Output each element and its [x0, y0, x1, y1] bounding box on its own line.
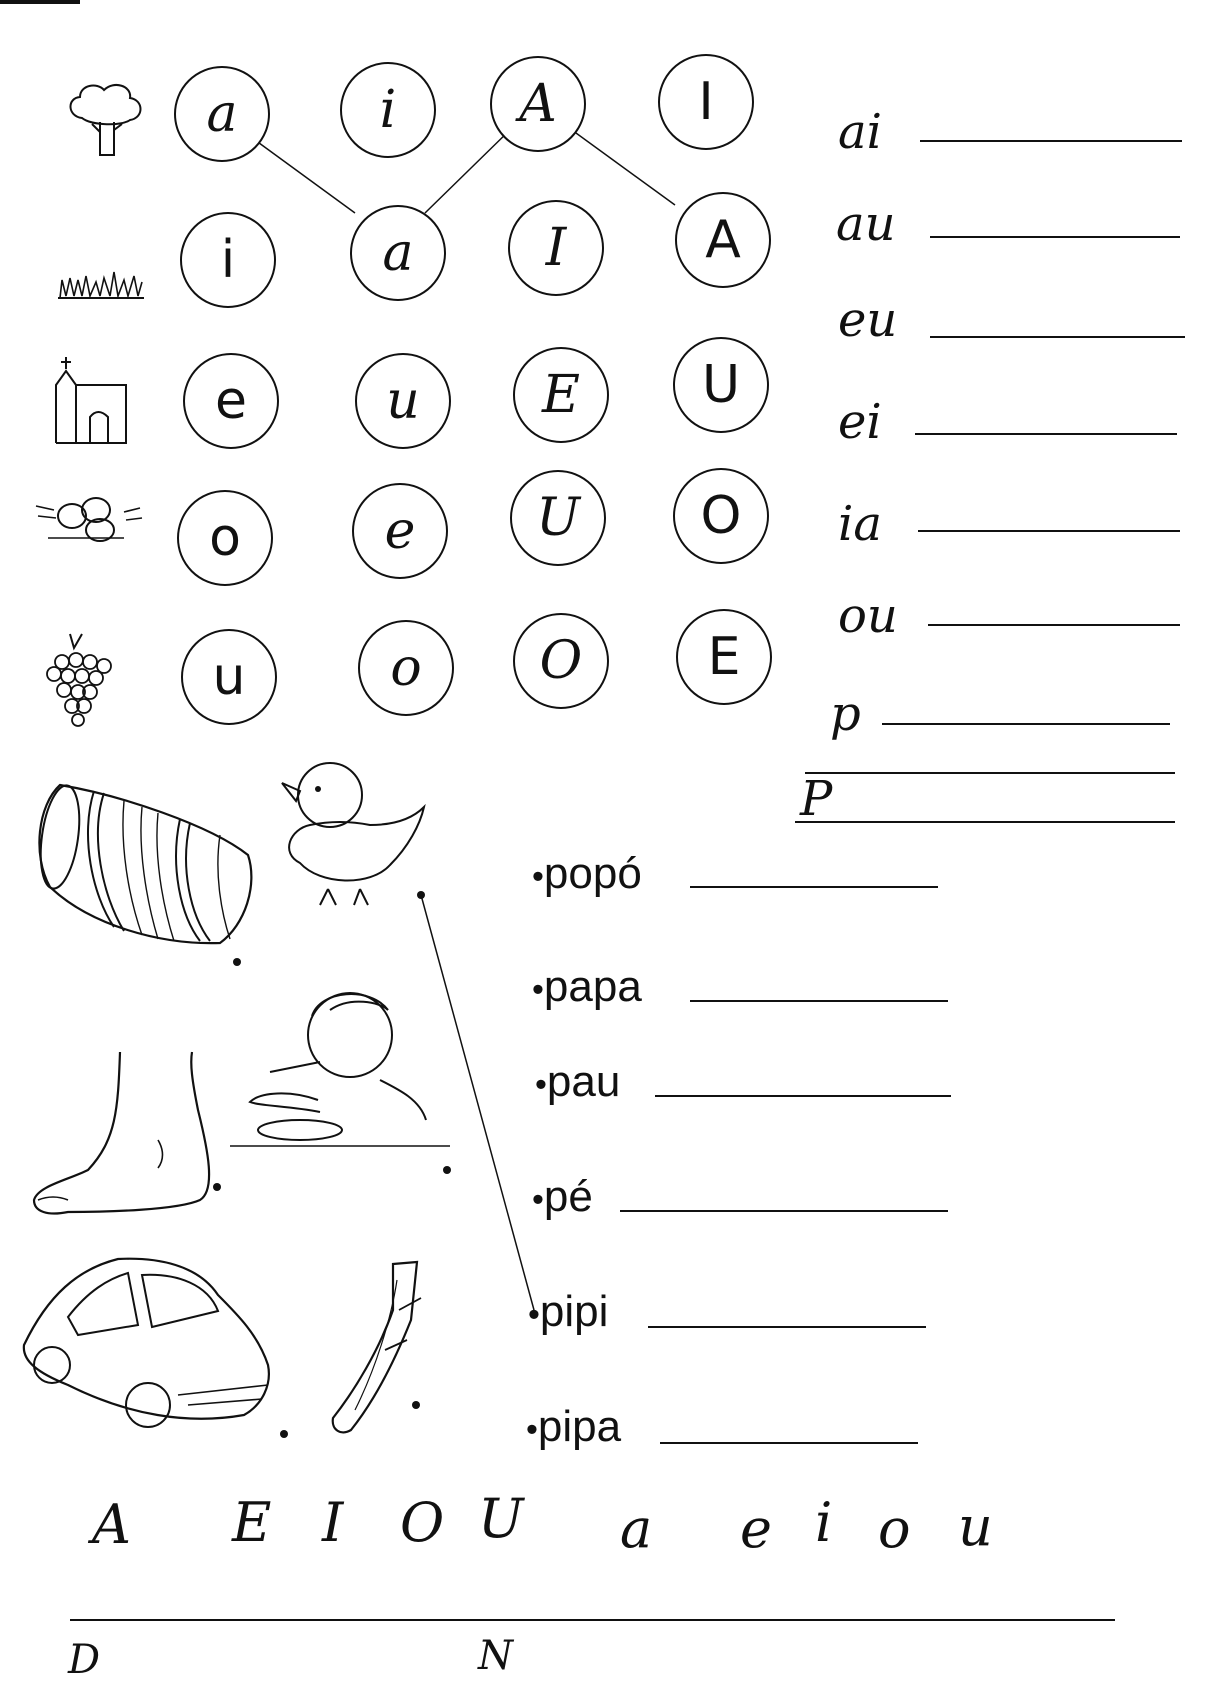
footer-fragment-left: D	[68, 1637, 101, 1683]
tree-icon	[62, 80, 152, 160]
word-item-5	[528, 1287, 609, 1336]
match-dot-stick[interactable]	[412, 1401, 420, 1409]
alphabet-letter-2: E	[232, 1491, 272, 1554]
circle-letter: i	[379, 80, 397, 140]
alphabet-letter-10: u	[958, 1495, 993, 1558]
alphabet-letter-3: I	[322, 1491, 344, 1554]
word-label: pau	[546, 1057, 621, 1106]
word-label: papa	[543, 962, 642, 1011]
word-bullet: •	[532, 970, 544, 1009]
circle-letter: o	[390, 638, 422, 698]
word-label: pipa	[537, 1402, 622, 1451]
word-item-6	[526, 1402, 622, 1451]
word-bullet: •	[526, 1410, 538, 1449]
digraph-line-4[interactable]	[915, 433, 1177, 435]
circle-r5-c3[interactable]	[513, 613, 609, 709]
word-item-4	[532, 1172, 593, 1221]
circle-r4-c2[interactable]	[352, 483, 448, 579]
circle-r4-c1[interactable]	[177, 490, 273, 586]
circle-r3-c3[interactable]	[513, 347, 609, 443]
barrel-icon	[30, 775, 260, 955]
word-label: pipi	[539, 1287, 609, 1336]
word-bullet: •	[532, 1180, 544, 1219]
digraph-line-8[interactable]	[795, 821, 1175, 823]
foot-icon	[28, 1050, 218, 1220]
link-line-1	[255, 140, 355, 213]
word-label: popó	[543, 849, 642, 898]
digraph-line-7[interactable]	[882, 723, 1170, 725]
digraph-label-7: p	[830, 686, 861, 742]
circle-letter: a	[206, 84, 238, 144]
word-line-5[interactable]	[648, 1326, 926, 1328]
circle-letter: I	[698, 72, 714, 132]
circle-letter: A	[519, 74, 557, 134]
circle-r2-c3[interactable]	[508, 200, 604, 296]
circle-letter: A	[705, 210, 741, 270]
circle-r4-c3[interactable]	[510, 470, 606, 566]
circle-r2-c1[interactable]	[180, 212, 276, 308]
boy-eating-icon	[230, 980, 460, 1150]
stick-icon	[325, 1260, 425, 1440]
word-bullet: •	[532, 857, 544, 896]
match-dot-boy[interactable]	[443, 1166, 451, 1174]
word-line-6[interactable]	[660, 1442, 918, 1444]
word-label: pé	[543, 1172, 593, 1221]
digraph-label-1: ai	[838, 104, 882, 160]
digraph-label-8: P	[800, 771, 833, 827]
word-item-2	[532, 962, 642, 1011]
circle-letter: u	[212, 647, 246, 707]
alphabet-letter-4: O	[400, 1491, 445, 1554]
circle-letter: o	[209, 508, 241, 568]
circle-letter: E	[542, 365, 580, 425]
digraph-label-2: au	[836, 196, 896, 252]
circle-r2-c4[interactable]	[675, 192, 771, 288]
digraph-label-4: ei	[838, 394, 882, 450]
footer-fragment-right: N	[478, 1633, 513, 1679]
word-item-3	[535, 1057, 621, 1106]
circle-r1-c1[interactable]	[174, 66, 270, 162]
circle-r3-c4[interactable]	[673, 337, 769, 433]
word-item-1	[532, 849, 642, 898]
circle-r1-c4[interactable]	[658, 54, 754, 150]
circle-letter: a	[382, 223, 414, 283]
circle-r1-c2[interactable]	[340, 62, 436, 158]
circle-r3-c1[interactable]	[183, 353, 279, 449]
circle-letter: U	[701, 355, 741, 415]
grass-icon	[56, 268, 146, 304]
link-line-2	[425, 125, 515, 213]
circle-letter: O	[539, 631, 583, 691]
match-dot-chick[interactable]	[417, 891, 425, 899]
alphabet-letter-7: e	[740, 1497, 772, 1560]
eggs-icon	[34, 488, 144, 548]
church-icon	[52, 355, 132, 445]
digraph-label-6: ou	[838, 588, 898, 644]
circle-r5-c2[interactable]	[358, 620, 454, 716]
match-dot-barrel[interactable]	[233, 958, 241, 966]
circle-r4-c4[interactable]	[673, 468, 769, 564]
circle-r5-c4[interactable]	[676, 609, 772, 705]
circle-letter: U	[536, 488, 580, 548]
car-icon	[18, 1255, 278, 1435]
digraph-label-3: eu	[838, 292, 898, 348]
circle-r1-c3[interactable]	[490, 56, 586, 152]
digraph-guide-line	[805, 772, 1175, 774]
digraph-line-2[interactable]	[930, 236, 1180, 238]
chick-icon	[270, 755, 430, 910]
digraph-line-5[interactable]	[918, 530, 1180, 532]
word-line-2[interactable]	[690, 1000, 948, 1002]
grapes-icon	[40, 632, 120, 728]
circle-letter: I	[545, 218, 567, 278]
word-bullet: •	[528, 1295, 540, 1334]
word-bullet: •	[535, 1065, 547, 1104]
digraph-label-5: ia	[838, 496, 882, 552]
word-line-1[interactable]	[690, 886, 938, 888]
match-dot-foot[interactable]	[213, 1183, 221, 1191]
digraph-line-1[interactable]	[920, 140, 1182, 142]
circle-letter: e	[215, 371, 247, 431]
alphabet-letter-8: i	[815, 1491, 833, 1554]
circle-letter: E	[707, 627, 741, 687]
word-line-3[interactable]	[655, 1095, 951, 1097]
digraph-line-6[interactable]	[928, 624, 1180, 626]
alphabet-letter-6: a	[620, 1497, 653, 1560]
circle-letter: i	[220, 230, 236, 290]
word-line-4[interactable]	[620, 1210, 948, 1212]
link-line-3	[565, 125, 675, 205]
circle-letter: u	[386, 371, 420, 431]
digraph-line-3[interactable]	[930, 336, 1185, 338]
circle-r2-c2[interactable]	[350, 205, 446, 301]
match-dot-car[interactable]	[280, 1430, 288, 1438]
circle-letter: O	[700, 486, 742, 546]
alphabet-letter-1: A	[92, 1493, 131, 1556]
circle-letter: e	[384, 501, 416, 561]
circle-r5-c1[interactable]	[181, 629, 277, 725]
alphabet-letter-5: U	[478, 1487, 524, 1550]
circle-r3-c2[interactable]	[355, 353, 451, 449]
alphabet-letter-9: o	[878, 1497, 911, 1560]
